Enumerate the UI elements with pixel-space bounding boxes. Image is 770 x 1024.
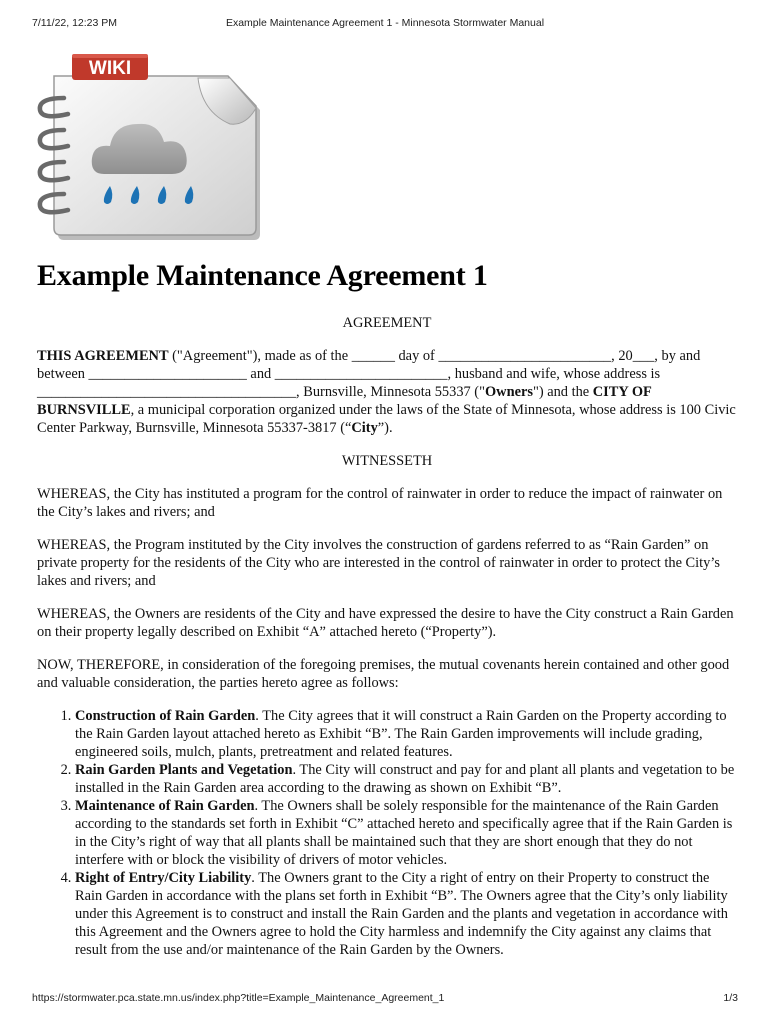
intro-lead: THIS AGREEMENT [37, 348, 169, 364]
witnesseth-heading: WITNESSETH [341, 453, 433, 469]
whereas-paragraph: WHEREAS, the City has instituted a program for the control of rainwater in order to reduce the impact of rainwater on the City’s lakes and rivers; and [37, 486, 723, 520]
wiki-badge-text: WIKI [88, 58, 132, 79]
page-number: 1/3 [723, 992, 738, 1004]
page-url-link[interactable]: https://stormwater.pca.state.mn.us/index.php?title=Example_Maintenance_Agreement_1 [32, 992, 445, 1004]
list-item [75, 707, 737, 761]
term-heading: Maintenance of Rain Garden [75, 798, 255, 814]
list-item [75, 761, 737, 797]
term-text: . The City agrees that it will construct a Rain Garden on the Property according to the Rain Garden layout attached hereto as Exhibit “B”. The Rain Garden improvements will include grading, engineered soils, mulch, plants, pretreatment and related features. [75, 708, 727, 760]
city-term: City [351, 420, 378, 436]
term-text: . The City will construct and pay for and plant all plants and vegetation to be installed in the Rain Garden area according to the drawing as shown on Exhibit “B”. [75, 762, 735, 796]
intro-text-3: , a municipal corporation organized under the laws of the State of Minnesota, whose address is 100 Civic Center Parkway, Burnsville, Minnesota 55337-3817 (“ [37, 402, 736, 436]
now-therefore-paragraph: NOW, THEREFORE, in consideration of the foregoing premises, the mutual covenants herein contained and other good and valuable consideration, the parties hereto agree as follows: [37, 657, 730, 691]
document-body [37, 256, 737, 959]
intro-text-1: ("Agreement"), made as of the ______ day of ________________________, 20___, by and between ______________________ and ________________________, husband and wife, whose address is ____________________________________, Burnsville, Minnesota 55337 (" [37, 348, 701, 400]
term-heading: Construction of Rain Garden [75, 708, 256, 724]
intro-text-4: ”). [377, 420, 393, 436]
print-page-title: Example Maintenance Agreement 1 - Minnesota Stormwater Manual [225, 17, 545, 29]
wiki-logo[interactable] [34, 52, 264, 242]
list-item [75, 869, 737, 959]
term-heading: Rain Garden Plants and Vegetation [75, 762, 293, 778]
print-header [32, 17, 738, 31]
print-footer [32, 992, 738, 1006]
owners-term: Owners [484, 384, 533, 400]
rain-cloud-notebook-icon [34, 52, 264, 242]
term-heading: Right of Entry/City Liability [75, 870, 252, 886]
city-of-burnsville-term: CITY OF BURNSVILLE [37, 384, 652, 418]
page-title: Example Maintenance Agreement 1 [37, 259, 488, 292]
list-item [75, 797, 737, 869]
agreement-heading: AGREEMENT [342, 315, 432, 331]
intro-paragraph [37, 347, 737, 437]
terms-list [37, 707, 737, 959]
term-text: . The Owners shall be solely responsible for the maintenance of the Rain Garden according to the standards set forth in Exhibit “C” attached hereto and specifically agree that if the Rain Garden is in the City’s right of way that all plants shall be maintained such that they are short enough that they do not interfere with or block the visibility of drivers of motor vehicles. [75, 798, 733, 868]
whereas-paragraph: WHEREAS, the Program instituted by the City involves the construction of gardens referred to as “Rain Garden” on private property for the residents of the City who are interested in the control of rainwater in order to protect the City’s lakes and rivers; and [37, 537, 720, 589]
intro-text-2: ") and the [532, 384, 593, 400]
print-date: 7/11/22, 12:23 PM [32, 17, 118, 29]
whereas-paragraph: WHEREAS, the Owners are residents of the City and have expressed the desire to have the City construct a Rain Garden on their property legally described on Exhibit “A” attached hereto (“Property”). [37, 606, 734, 640]
term-text: . The Owners grant to the City a right of entry on their Property to construct the Rain Garden in accordance with the plans set forth in Exhibit “B”. The Owners agree that the City’s only liability under this Agreement is to construct and install the Rain Garden and the plants and vegetation in accordance with this Agreement and the Owners agree to hold the City harmless and indemnify the City against any claims that result from the use and/or maintenance of the Rain Garden by the Owners. [75, 870, 728, 958]
